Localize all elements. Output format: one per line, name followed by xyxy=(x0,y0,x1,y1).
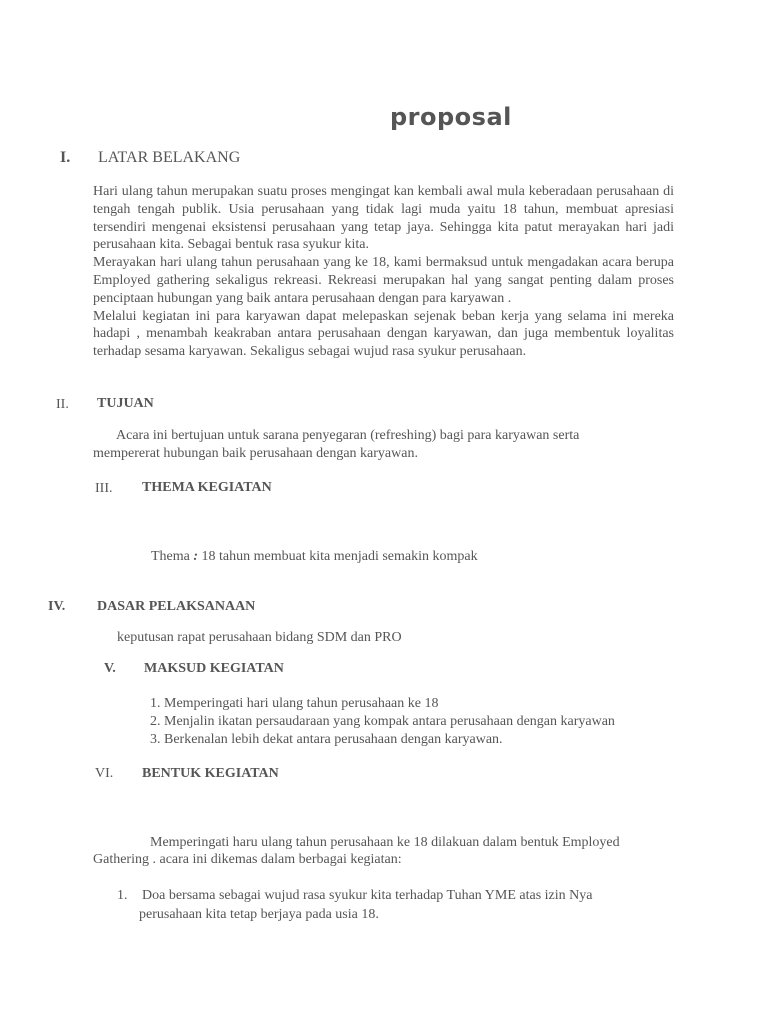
section-4-heading: DASAR PELAKSANAAN xyxy=(97,599,256,614)
section-6-number: VI. xyxy=(95,766,114,781)
bentuk-item-1-number: 1. xyxy=(117,888,128,903)
section-6-line-1: Memperingati haru ulang tahun perusahaan ke 18 dilakuan dalam bentuk Employed xyxy=(150,835,620,850)
maksud-item-2: 2. Menjalin ikatan persaudaraan yang kompak antara perusahaan dengan karyawan xyxy=(150,714,615,729)
thema-label: Thema xyxy=(151,549,190,564)
thema-colon: : xyxy=(193,549,199,564)
maksud-item-1: 1. Memperingati hari ulang tahun perusahaan ke 18 xyxy=(150,696,439,711)
section-2-line-1: Acara ini bertujuan untuk sarana penyegaran (refreshing) bagi para karyawan serta xyxy=(116,428,580,443)
section-5-number: V. xyxy=(104,661,116,676)
section-3-number: III. xyxy=(95,481,113,496)
section-1-paragraph-2: Merayakan hari ulang tahun perusahaan yang ke 18, kami bermaksud untuk mengadakan acara berupa Employed gathering sekaligus rekreasi. Rekreasi merupakan hal yang sangat penting dalam proses penciptaan hubungan yang baik antara perusahaan dengan para karyawan . xyxy=(93,255,674,306)
maksud-item-3: 3. Berkenalan lebih dekat antara perusahaan dengan karyawan. xyxy=(150,732,503,747)
section-2-line-2: mempererat hubungan baik perusahaan dengan karyawan. xyxy=(93,446,418,461)
section-3-heading: THEMA KEGIATAN xyxy=(142,480,272,495)
section-1-paragraph-3: Melalui kegiatan ini para karyawan dapat melepaskan sejenak beban kerja yang selama ini mereka hadapi , menambah keakraban antara perusahaan dengan karyawan, dan juga membentuk loyalitas terhadap sesama karyawan. Sekaligus sebagai wujud rasa syukur perusahaan. xyxy=(93,308,674,360)
section-6-heading: BENTUK KEGIATAN xyxy=(142,766,279,781)
section-1-body xyxy=(93,183,674,361)
bentuk-item-1-line-2: perusahaan kita tetap berjaya pada usia 18. xyxy=(139,907,379,922)
section-4-text: keputusan rapat perusahaan bidang SDM dan PRO xyxy=(117,630,402,645)
section-1-heading: LATAR BELAKANG xyxy=(98,149,241,166)
section-4-number: IV. xyxy=(48,599,66,614)
section-2-number: II. xyxy=(56,397,69,412)
section-1-paragraph-1: Hari ulang tahun merupakan suatu proses mengingat kan kembali awal mula keberadaan perusahaan di tengah tengah publik. Usia perusahaan yang tidak lagi muda yaitu 18 tahun, membuat apresiasi tersendiri mengenai eksistensi perusahaan yang tetap jaya. Sehingga kita patut merayakan hari jadi perusahaan kita. Sebagai bentuk rasa syukur kita. xyxy=(93,184,674,253)
section-1-number: I. xyxy=(60,149,71,166)
section-3-thema xyxy=(151,549,478,565)
section-6-line-2: Gathering . acara ini dikemas dalam berbagai kegiatan: xyxy=(93,852,402,867)
bentuk-item-1-line-1: Doa bersama sebagai wujud rasa syukur kita terhadap Tuhan YME atas izin Nya xyxy=(142,888,593,903)
document-title: proposal xyxy=(390,103,512,131)
section-2-heading: TUJUAN xyxy=(97,396,154,411)
section-5-heading: MAKSUD KEGIATAN xyxy=(144,661,284,676)
thema-text: 18 tahun membuat kita menjadi semakin kompak xyxy=(198,549,478,564)
